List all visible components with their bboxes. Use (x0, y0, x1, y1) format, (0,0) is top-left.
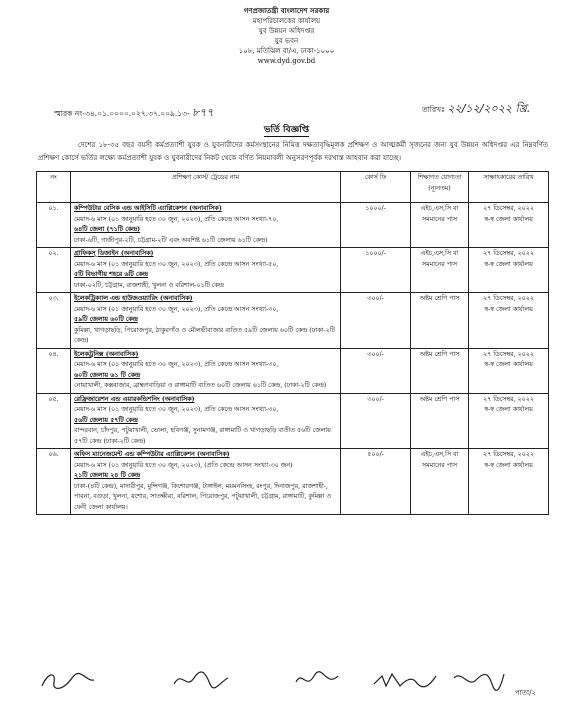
course-title: অফিস ম্যানেজমেন্ট এন্ড কম্পিউটার এ্যাপ্লিকেশন (অনাবাসিক) (74, 451, 230, 458)
course-fee: ৩০০/- (341, 348, 411, 393)
memo-ref-label: স্মারক নং-৩৪.০১.০০০০.০২৭.৩৭.০০৯.১৩- (54, 109, 190, 118)
course-district-count: ৫টি বিভাগীয় শহরে ৬টি কেন্দ্র (74, 271, 148, 278)
memo-date-value: ২২/১২/২০২২ খ্রি. (447, 102, 531, 115)
course-qualification: অষ্টম শ্রেণি পাস (411, 348, 469, 393)
interview-date: ২৭ ডিসেম্বর, ২০২২ (483, 395, 534, 403)
row-number: ০৬. (37, 449, 71, 515)
course-title: কম্পিউটার বেসিক এন্ড আইসিটি এ্যাপ্লিকেশন (অনাবাসিক) (74, 205, 222, 212)
intro-paragraph: দেশের ১৮-৩৫ বছর বয়সী কর্মপ্রত্যাশী যুবক ও যুবনারীদের কর্মসংস্থানের নিমিত্ত দক্ষতাবৃদ্ধিমূলক প্রশিক্ষণ ও আত্মকর্মী সৃজনের জন্য যুব উন্নয়ন অধিদপ্তর এর নিম্নবর্ণিত প্রশিক্ষণ কোর্সে ভর্তির লক্ষ্যে কর্মপ্রত্যাশী যুবক ও যুবনারীদের নিকট থেকে বর্ণিত নিয়মাবলী অনুসরণপূর্বক দরখাস্ত আহবান করা যাচ্ছে। (38, 141, 548, 162)
interview-place: স্ব-স্ব জেলা কার্যালয় (484, 260, 533, 268)
course-qualification: অষ্টম শ্রেণি পাস (411, 393, 469, 449)
course-cell (71, 293, 341, 349)
course-centers: বান্দরবান, চাঁদপুর, পটুয়াখালী, ভোলা, হবিগঞ্জ, সুনামগঞ্জ, রাঙ্গামাটি ও খাগড়াছড়ি ব্যতীত ৫৬টি জেলায় ৫৭টি কেন্দ্র (ঢাকা-২টি কেন্দ্র) (74, 427, 331, 445)
signature-5 (448, 668, 508, 694)
course-qualification: এইচ,এস,সি বা সমমানের পাস (411, 203, 469, 248)
website[interactable]: www.dyd.gov.bd (257, 57, 316, 65)
office-name: মহাপরিচালকের কার্যালয় (252, 17, 321, 25)
course-centers: নোয়াখালী, কক্সবাজার, ব্রাহ্মণবাড়িয়া ও রাঙ্গামাটি ব্যতিত ৬০টি জেলায় ৬১টি কেন্দ্র, (ঢাকা-২টি কেন্দ্র) (74, 382, 327, 389)
course-duration: মেয়াদ-৬ মাস (০১ জানুয়ারি হতে ৩০ জুন, ২০২৩), প্রতি কেন্দ্রে আসন সংখ্যা-৩০, (74, 361, 279, 368)
signature-3 (292, 668, 342, 694)
table-row (37, 203, 549, 248)
address: ১০৮, মতিঝিল বা/এ, ঢাকা-১০০০ (238, 47, 335, 55)
interview-place: স্ব-স্ব জেলা কার্যালয় (484, 406, 533, 413)
signature-4 (370, 668, 440, 694)
table-row (37, 348, 549, 393)
course-qualification: অষ্টম শ্রেণি পাস (411, 293, 469, 349)
interview-place: স্ব-স্ব জেলা কার্যালয় (484, 215, 533, 223)
course-cell (71, 449, 341, 515)
course-title: গ্রাফিকস্ ডিজাইন (অনাবাসিক) (74, 250, 154, 257)
signature-2 (170, 668, 230, 694)
course-duration: মেয়াদ-৬ মাস (০১ জানুয়ারি হতে ৩০ জুন, ২০২৩), (প্রতি কেন্দ্রে আসন সংখ্যা-৩০ জন) (74, 461, 293, 469)
course-centers: ঢাকা-০২টি, চট্টগ্রাম, রাজশাহী, খুলনা ও বরিশাল-০১টি কেন্দ্র (74, 281, 224, 289)
interview-date: ২৭ ডিসেম্বর, ২০২২ (483, 205, 534, 212)
row-number: ০১. (37, 203, 71, 248)
table-header-row (37, 172, 549, 203)
course-title: ইলেকট্রিক্যাল এন্ড হাউজওয়্যারিং (অনাবাসিক) (74, 295, 193, 302)
course-district-count: ৬৪টি জেলা (৭১টি কেন্দ্র) (74, 226, 141, 233)
table-row (37, 393, 549, 449)
interview-cell (469, 393, 549, 449)
memo-date (422, 100, 530, 119)
course-fee: ৫০০/- (341, 449, 411, 515)
course-centers: কুমিল্লা, খাগড়াছড়ি, পিরোজপুর, ঠাকুরগাঁও ও মৌলভীবাজার ব্যতিত ৫৯টি জেলায় ৬০টি কেন্দ্র (ঢাকা-২টি কেন্দ্র) (74, 326, 335, 344)
memo-ref-number: ৮৭৭ (191, 106, 214, 119)
course-fee: ১০০০/- (341, 248, 411, 293)
header-num: নং (37, 172, 71, 203)
interview-cell (469, 248, 549, 293)
course-cell (71, 348, 341, 393)
course-centers: ঢাকা-(৪টি কেন্দ্র), মাদারীপুর, মুন্সিগঞ্জ, কিশোরগঞ্জ, টাঙ্গাইল, ময়মনসিংহ, রংপুর, দিনাজপুর, রাজশাহী-, পাবনা, বগুড়া, খুলনা, যশোর, সাতক্ষীরা, বরিশাল, পিরোজপুর, পটুয়াখালী, চট্টগ্রাম, রাঙ্গামাটি, কুমিল্লা ও ফেনী জেলা কার্যালয়। (74, 482, 331, 511)
course-cell (71, 248, 341, 293)
interview-place: স্ব-স্ব জেলা কার্যালয় (484, 461, 533, 469)
course-fee: ১০০০/- (341, 203, 411, 248)
interview-place: স্ব-স্ব জেলা কার্যালয় (484, 305, 533, 313)
course-district-count: ৫৯টি জেলায় ৬০টি কেন্দ্র (74, 316, 138, 323)
header-interview: সাক্ষাৎকারের তারিখ (469, 172, 549, 203)
memo-date-label: তারিখঃ (422, 105, 445, 114)
row-number: ০৪. (37, 348, 71, 393)
course-title: ইলেকট্রনিক্স (অনাবাসিক) (74, 350, 139, 358)
interview-cell (469, 348, 549, 393)
table-row (37, 293, 549, 349)
row-number: ০৩. (37, 293, 71, 349)
course-table (36, 171, 549, 515)
header-course: প্রশিক্ষণ কোর্স/ ট্রেডের নাম (71, 172, 341, 203)
interview-date: ২৭ ডিসেম্বর, ২০২২ (483, 451, 534, 458)
table-row (37, 449, 549, 515)
interview-date: ২৭ ডিসেম্বর, ২০২২ (483, 250, 534, 257)
row-number: ০২. (37, 248, 71, 293)
interview-cell (469, 293, 549, 349)
header-qualification: শিক্ষাগত যোগ্যতা (ন্যূনতম) (411, 172, 469, 203)
course-duration: মেয়াদ-৬ মাস (০১ জানুয়ারি হতে ৩০ জুন, ২০২৩), প্রতি কেন্দ্রে আসন সংখ্যা-৭০, (74, 215, 279, 223)
course-duration: মেয়াদ-৬ মাস (০১ জানুয়ারি হতে ৩০ জুন, ২০২৩), প্রতি কেন্দ্রে আসন সংখ্যা-৫০, (74, 260, 279, 268)
interview-place: স্ব-স্ব জেলা কার্যালয় (484, 361, 533, 368)
course-cell (71, 203, 341, 248)
course-district-count: ২১টি জেলায় ২৪ টি কেন্দ্র (74, 472, 141, 479)
course-cell (71, 393, 341, 449)
course-duration: মেয়াদ-৬ মাস (০১ জানুয়ারি হতে ৩০ জুন, ২০২৩), প্রতি কেন্দ্রে আসন সংখ্যা-৩০, (74, 406, 279, 413)
building-name: যুব ভবন (274, 37, 299, 45)
course-district-count: ৬০টি জেলায় ৬১ টি কেন্দ্র (74, 371, 141, 379)
course-fee: ৩০০/- (341, 293, 411, 349)
course-district-count: ৫৬টি জেলায় ৫৭টি কেন্দ্র (74, 416, 138, 424)
row-number: ০৫. (37, 393, 71, 449)
signature-1 (38, 668, 98, 694)
course-centers: ঢাকা-৬টি, গাজীপুর-২টি, চট্টগ্রাম-২টি এবং অবশিষ্ট ৬১টি জেলায় ৬১টি কেন্দ্র) (74, 236, 268, 244)
document-title: ভর্তি বিজ্ঞপ্তি (263, 125, 310, 135)
interview-date: ২৭ ডিসেম্বর, ২০২২ (483, 350, 534, 358)
course-fee: ৩০০/- (341, 393, 411, 449)
course-duration: মেয়াদ-৬ মাস (০১ জানুয়ারি হতে ৩০ জুন, ২০২৩), প্রতি কেন্দ্রে আসন সংখ্যা-৩০, (74, 305, 279, 313)
page-number: পাতা/২ (515, 689, 536, 697)
course-title: রেফ্রিজারেশন এন্ড এয়ারকন্ডিশনিং (অনাবাসিক) (74, 395, 195, 403)
header-fee: কোর্স ফি (341, 172, 411, 203)
interview-cell (469, 203, 549, 248)
course-qualification: এইচ,এস,সি বা সমমানের পাস (411, 248, 469, 293)
course-qualification: এইচ,এস,সি বা সমমানের পাস (411, 449, 469, 515)
interview-date: ২৭ ডিসেম্বর, ২০২২ (483, 295, 534, 302)
table-row (37, 248, 549, 293)
letterhead (0, 6, 573, 66)
memo-reference (54, 104, 213, 123)
govt-name: গণপ্রজাতন্ত্রী বাংলাদেশ সরকার (243, 6, 330, 15)
department-name: যুব উন্নয়ন অধিদপ্তর (258, 27, 315, 35)
interview-cell (469, 449, 549, 515)
